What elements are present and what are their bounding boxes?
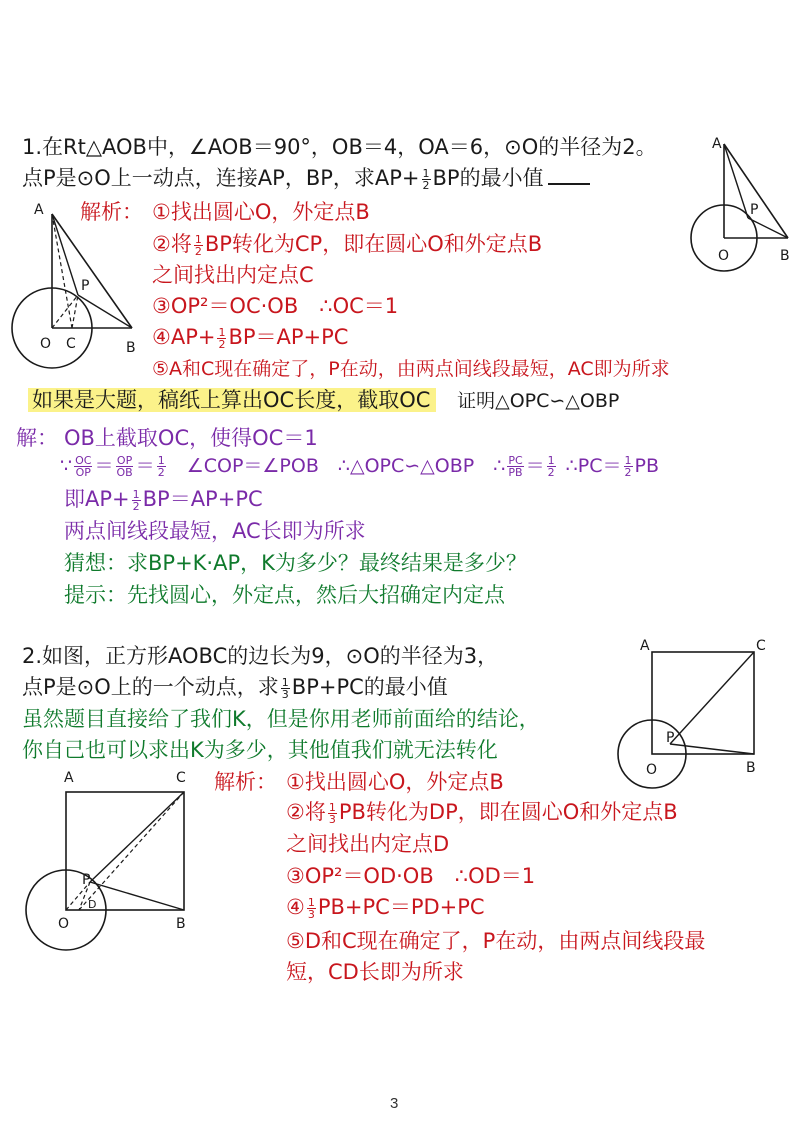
p1-highlight: 如果是大题，稿纸上算出OC长度，截取OC: [28, 388, 436, 412]
p1-step4: ④AP+ $\frac{1}{2}$ BP＝AP+PC: [152, 325, 349, 351]
label-p-p2r: P: [666, 730, 675, 746]
answer-blank: [548, 165, 590, 185]
p1-sol-label: 解：: [16, 426, 58, 450]
label-c-p2l: C: [176, 770, 186, 786]
label-b: B: [126, 340, 136, 356]
frac-pc-pb: $\frac{PC}{PB}$: [508, 454, 523, 479]
p1-figure-right: [688, 134, 792, 264]
p1-step3: ③OP²＝OC·OB ∴OC＝1: [152, 294, 399, 318]
label-p: P: [81, 278, 90, 294]
label-c-p2r: C: [756, 638, 766, 654]
label-a: A: [34, 202, 44, 218]
p1-frac-half: $\frac{1}{2}$: [422, 166, 430, 192]
p1-stem2b: BP的最小值: [432, 166, 544, 190]
p1-sol1: OB上截取OC，使得OC＝1: [64, 426, 318, 450]
frac-half-4: $\frac{1}{2}$: [132, 487, 140, 513]
label-p-p2l: P: [82, 872, 91, 888]
p1-stem-line1: [22, 134, 657, 160]
label-a-right: A: [712, 136, 722, 152]
p1-step1: ①找出圆心O，外定点B: [152, 200, 370, 224]
segment-ab: [52, 214, 132, 328]
p1-step2: ②将 $\frac{1}{2}$ BP转化为CP，即在圆心O和外定点B: [152, 232, 543, 258]
label-c: C: [66, 336, 76, 352]
p1-sol4: 两点间线段最短，AC长即为所求: [64, 519, 366, 543]
label-d-p2l: D: [88, 898, 97, 911]
label-b-p2r: B: [746, 760, 756, 776]
p2-figure-right: [612, 636, 792, 776]
label-o: O: [40, 336, 52, 352]
segment-dc-dashed: [79, 792, 184, 910]
p2-step5a: ⑤D和C现在确定了，P在动，由两点间线段最: [286, 929, 706, 953]
p1-step2-frac: $\frac{1}{2}$: [194, 232, 202, 258]
p2-step4: ④ $\frac{1}{3}$ PB+PC＝PD+PC: [286, 895, 485, 921]
p1-stem-line2: [22, 165, 590, 191]
p1-step5: ⑤A和C现在确定了，P在动，由两点间线段最短，AC即为所求: [152, 358, 670, 380]
p2-step5b: 短，CD长即为所求: [286, 960, 464, 984]
segment-ap: [52, 214, 78, 295]
frac-half-2: $\frac{1}{2}$: [547, 454, 555, 479]
page-number: 3: [390, 1095, 399, 1112]
p2-frac-third: $\frac{1}{3}$: [281, 675, 289, 701]
p1-highlight-line: [28, 387, 619, 414]
segment-op-dashed: [52, 295, 78, 328]
p1-step2c: 之间找出内定点C: [152, 263, 314, 287]
segment-ab-right: [724, 144, 788, 238]
p2-analysis-label: 解析：: [214, 770, 277, 794]
segment-ac-dashed: [52, 214, 72, 328]
segment-pc-left: [90, 792, 184, 882]
segment-cp-dashed: [72, 295, 78, 328]
label-a-p2r: A: [640, 638, 650, 654]
p1-analysis-label: 解析：: [80, 200, 143, 224]
p2-step1: ①找出圆心O，外定点B: [286, 770, 504, 794]
p2-note1: 虽然题目直接给了我们K，但是你用老师前面给的结论，: [22, 707, 540, 731]
p2-figure-left: [20, 766, 200, 956]
p1-stem1: 1.在Rt△AOB中，∠AOB＝90°，OB＝4，OA＝6，⊙O的半径为2。: [22, 135, 657, 159]
label-p-right: P: [750, 202, 759, 218]
p2-note2: 你自己也可以求出K为多少，其他值我们就无法转化: [22, 738, 498, 762]
p1-hint: 提示：先找圆心，外定点，然后大招确定内定点: [64, 583, 505, 607]
p2-stem-line1: 2.如图，正方形AOBC的边长为9，⊙O的半径为3，: [22, 644, 499, 668]
p1-prove: 证明△OPC∽△OBP: [457, 390, 620, 412]
segment-pc: [670, 652, 754, 744]
label-o-p2l: O: [58, 916, 70, 932]
p2-stem-line2: 点P是⊙O上的一个动点，求 $\frac{1}{3}$ BP+PC的最小值: [22, 675, 448, 701]
p2-step3: ③OP²＝OD·OB ∴OD＝1: [286, 864, 536, 888]
segment-pb-p2: [670, 744, 754, 754]
frac-op-ob: $\frac{OP}{OB}$: [116, 454, 133, 479]
label-b-right: B: [780, 248, 790, 264]
p1-guess: 猜想：求BP+K·AP，K为多少？最终结果是多少？: [64, 551, 527, 575]
p2-step2-frac: $\frac{1}{3}$: [328, 800, 336, 826]
frac-oc-op: $\frac{OC}{OP}$: [75, 454, 92, 479]
label-o-p2r: O: [646, 762, 658, 778]
segment-pb: [78, 295, 132, 328]
p2-step2: ②将 $\frac{1}{3}$ PB转化为DP，即在圆心O和外定点B: [286, 800, 678, 826]
p1-step4-frac: $\frac{1}{2}$: [218, 325, 226, 351]
p1-sol3: 即AP+ $\frac{1}{2}$ BP＝AP+PC: [64, 487, 263, 513]
frac-half: $\frac{1}{2}$: [157, 454, 165, 479]
label-o-right: O: [718, 248, 730, 264]
label-a-p2l: A: [64, 770, 74, 786]
p1-sol2: ∵ $\frac{OC}{OP}$ ＝ $\frac{OP}{OB}$ ＝ $\frac{1}{2}$ ∠COP＝∠POB ∴△OPC∽△OBP ∴ $\frac{PC}{PB}$ ＝ $\frac{1}{2}$ ∴PC＝ $\frac{1}{2}$ PB: [60, 454, 659, 479]
frac-half-3: $\frac{1}{2}$: [624, 454, 632, 479]
p2-step4-frac: $\frac{1}{3}$: [307, 895, 315, 921]
p1-figure-left: [4, 200, 154, 360]
label-b-p2l: B: [176, 916, 186, 932]
p1-stem2a: 点P是⊙O上一动点，连接AP，BP，求AP+: [22, 166, 420, 190]
p2-step2c: 之间找出内定点D: [286, 832, 450, 856]
